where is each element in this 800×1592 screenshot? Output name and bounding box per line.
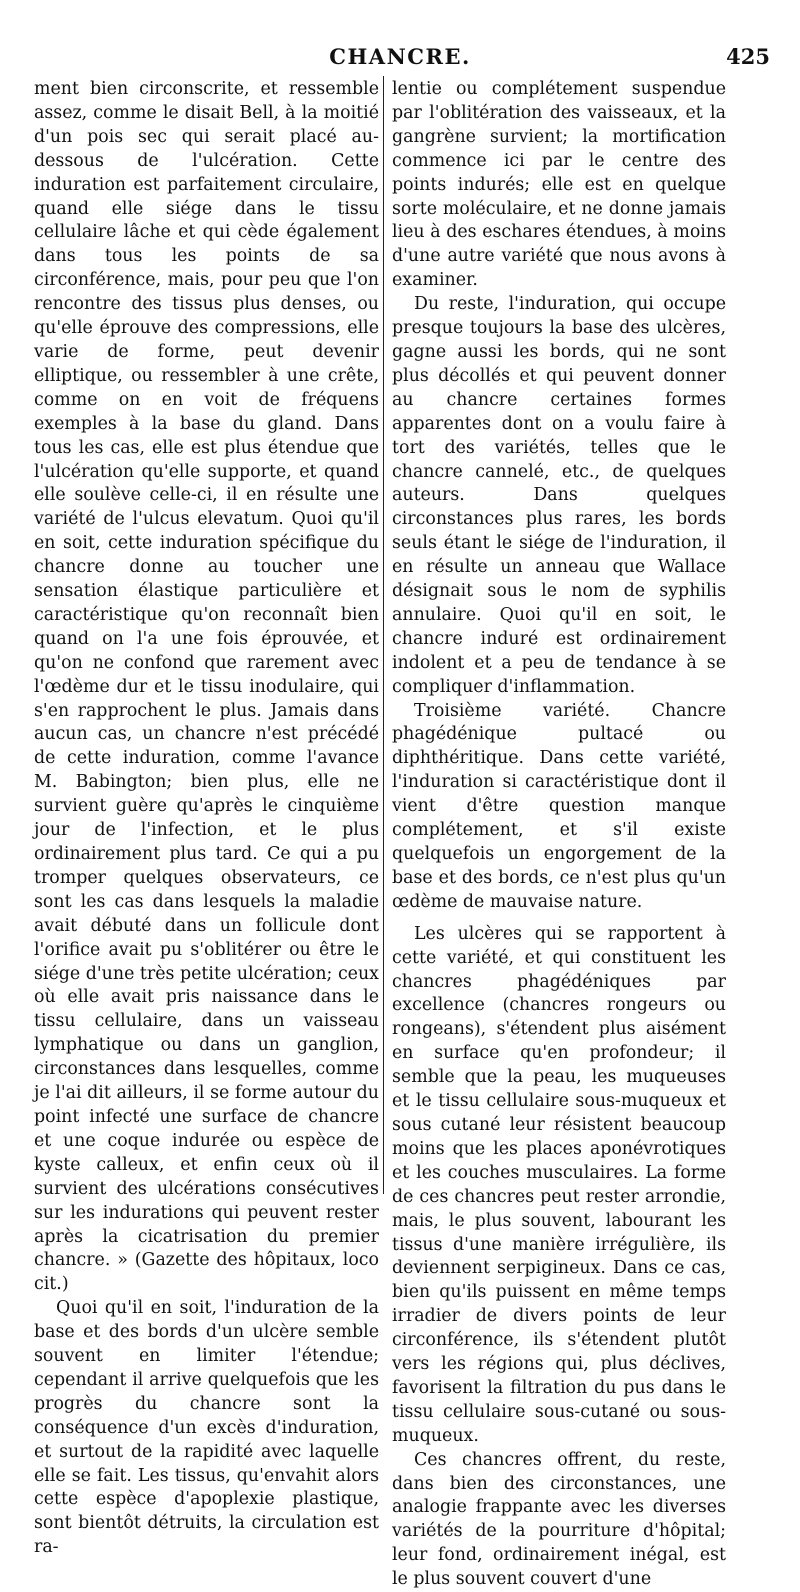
paragraph: ment bien circonscrite, et ressemble assez, comme le disait Bell, à la moitié d'un pois sec qui serait placé au-dessous de l'ulcération. Cette induration est parfaitement circulaire, quand elle siége dans le tissu cellulaire lâche et qui cède également dans tous les points de sa circonférence, mais, pour peu que l'on rencontre des tissus plus denses, ou qu'elle éprouve des compressions, elle varie de forme, peut devenir elliptique, ou ressembler à une crête, comme on en voit de fréquens exemples à la base du gland. Dans tous les cas, elle est plus étendue que l'ulcération qu'elle supporte, et quand elle soulève celle-ci, il en résulte une variété de l'ulcus elevatum. Quoi qu'il en soit, cette induration spécifique du chancre donne au toucher une sensation élastique particulière et caractéristique qu'on reconnaît bien quand on l'a une fois éprouvée, et qu'on ne confond que rarement avec l'œdème dur et le tissu inodulaire, qui s'en rapprochent le plus. Jamais dans aucun cas, un chancre n'est précédé de cette induration, comme l'avance M. Babington; bien plus, elle ne survient guère qu'après le cinquième jour de l'infection, et le plus ordinairement plus tard. Ce qui a pu tromper quelques observateurs, ce sont les cas dans lesquels la maladie avait débuté dans un follicule dont l'orifice avait pu s'oblitérer ou être le siége d'une très petite ulcération; ceux où elle avait pris naissance dans le tissu cellulaire, dans un vaisseau lymphatique ou dans un ganglion, circonstances dans lesquelles, comme je l'ai dit ailleurs, il se forme autour du point infecté une surface de chancre et une coque indurée ou espèce de kyste calleux, et enfin ceux où il survient des ulcérations consécutives sur les indurations qui peuvent rester après la cicatrisation du premier chancre. » (Gazette des hôpitaux, loco cit.) <box>34 79 379 1295</box>
running-header <box>30 44 770 72</box>
column-divider <box>383 76 384 1194</box>
paragraph: Ces chancres offrent, du reste, dans bien des circonstances, une analogie frappante avec les diverses variétés de la pourriture d'hôpital; leur fond, ordinairement inégal, est le plus souvent couvert d'une <box>392 1449 726 1590</box>
page-number: 425 <box>726 44 770 69</box>
left-column <box>34 78 379 1560</box>
paragraph: Quoi qu'il en soit, l'induration de la base et des bords d'un ulcère semble souvent en limiter l'étendue; cependant il arrive quelquefois que les progrès du chancre sont la conséquence d'un excès d'induration, et surtout de la rapidité avec laquelle elle se fait. Les tissus, qu'envahit alors cette espèce d'apoplexie plastique, sont bientôt détruits, la circulation est ra- <box>34 1298 379 1558</box>
paragraph: Troisième variété. Chancre phagédénique pultacé ou diphthéritique. Dans cette variété, l'induration si caractéristique dont il vient d'être question manque complétement, et s'il existe quelquefois un engorgement de la base et des bords, ce n'est plus qu'un œdème de mauvaise nature. <box>392 700 726 912</box>
right-column <box>392 78 726 1592</box>
page-title: CHANCRE. <box>329 44 471 69</box>
paragraph: Les ulcères qui se rapportent à cette variété, et qui constituent les chancres phagédéniques par excellence (chancres rongeurs ou rongeans), s'étendent plus aisément en surface qu'en profondeur; il semble que la peau, les muqueuses et le tissu cellulaire sous-muqueux et sous cutané leur résistent beaucoup moins que les places aponévrotiques et les couches musculaires. La forme de ces chancres peut rester arrondie, mais, le plus souvent, labourant les tissus d'une manière irrégulière, ils deviennent serpigineux. Dans ce cas, bien qu'ils puissent en même temps irradier de divers points de leur circonférence, ils s'étendent plutôt vers les régions qui, plus déclives, favorisent la filtration du pus dans le tissu cellulaire sous-cutané ou sous-muqueux. <box>392 923 726 1446</box>
paragraph: lentie ou complétement suspendue par l'oblitération des vaisseaux, et la gangrène survient; la mortification commence ici par le centre des points indurés; elle est en quelque sorte moléculaire, et ne donne jamais lieu à des eschares étendues, à moins d'une autre variété que nous avons à examiner. <box>392 79 726 291</box>
paragraph: Du reste, l'induration, qui occupe presque toujours la base des ulcères, gagne aussi les bords, qui ne sont plus décollés et qui peuvent donner au chancre certaines formes apparentes dont on a voulu faire à tort des variétés, telles que le chancre cannelé, etc., de quelques auteurs. Dans quelques circonstances plus rares, les bords seuls étant le siége de l'induration, il en résulte un anneau que Wallace désignait sous le nom de syphilis annulaire. Quoi qu'il en soit, le chancre induré est ordinairement indolent et a peu de tendance à se compliquer d'inflammation. <box>392 294 726 697</box>
